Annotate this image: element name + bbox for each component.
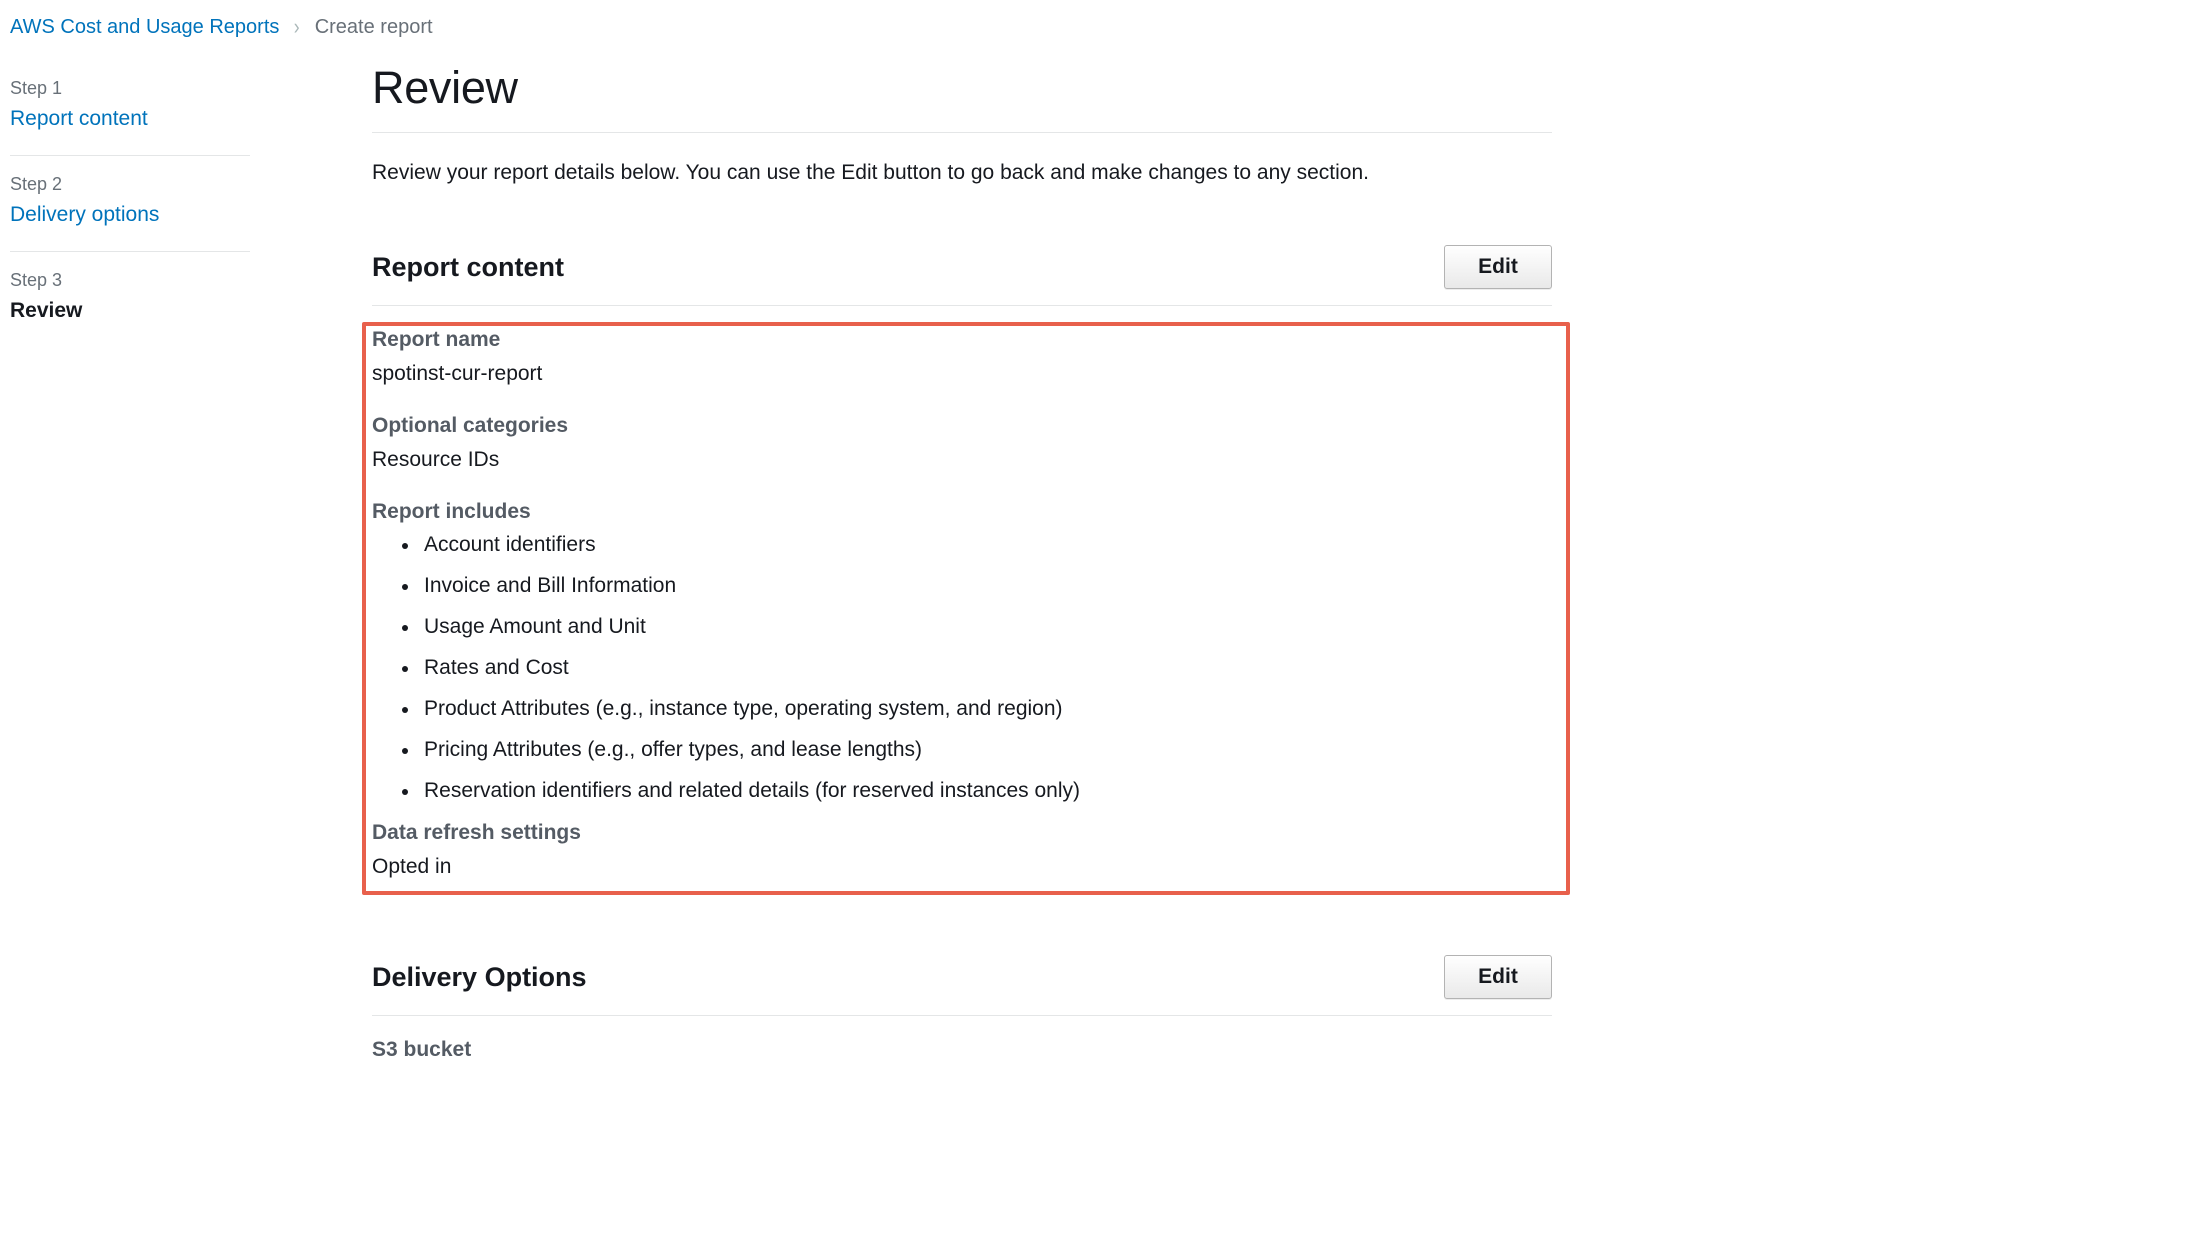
wizard-navigation xyxy=(10,78,250,327)
optional-categories-value: Resource IDs xyxy=(372,448,500,471)
list-item: Pricing Attributes (e.g., offer types, and lease lengths) xyxy=(402,739,1562,780)
report-name-label: Report name xyxy=(372,328,501,351)
list-item: Usage Amount and Unit xyxy=(402,616,1562,657)
report-content-header xyxy=(372,245,1552,289)
wizard-step-report-content[interactable] xyxy=(10,78,250,135)
section-spacer xyxy=(372,907,1562,955)
optional-categories-field xyxy=(372,414,1562,472)
delivery-options-section xyxy=(372,955,1562,1062)
s3-bucket-label: S3 bucket xyxy=(372,1038,472,1061)
data-refresh-value: Opted in xyxy=(372,855,452,878)
wizard-step-delivery-options[interactable] xyxy=(10,174,250,231)
delivery-options-title: Delivery Options xyxy=(372,961,587,992)
report-name-field xyxy=(372,306,1562,386)
wizard-step-2-label[interactable]: Delivery options xyxy=(10,203,160,226)
breadcrumb-current: Create report xyxy=(314,15,433,38)
breadcrumb xyxy=(10,14,433,40)
main-content xyxy=(372,62,1562,1072)
chevron-right-icon: › xyxy=(294,14,300,39)
wizard-divider-1 xyxy=(10,155,250,156)
list-item: Reservation identifiers and related details (for reserved instances only) xyxy=(402,780,1562,821)
wizard-step-review xyxy=(10,270,250,327)
wizard-step-3-label: Review xyxy=(10,299,83,322)
data-refresh-label: Data refresh settings xyxy=(372,821,581,844)
report-content-edit-button[interactable]: Edit xyxy=(1444,245,1552,289)
report-name-value: spotinst-cur-report xyxy=(372,362,543,385)
report-content-section xyxy=(372,245,1562,879)
page-title-rule xyxy=(372,132,1552,133)
delivery-options-header xyxy=(372,955,1552,999)
list-item: Product Attributes (e.g., instance type, operating system, and region) xyxy=(402,698,1562,739)
wizard-step-1-label[interactable]: Report content xyxy=(10,107,148,130)
report-includes-list xyxy=(372,534,1562,821)
data-refresh-field xyxy=(372,821,1562,879)
report-includes-label: Report includes xyxy=(372,500,531,523)
list-item: Rates and Cost xyxy=(402,657,1562,698)
intro-text: Review your report details below. You can use the Edit button to go back and make changes to any section. xyxy=(372,161,1369,184)
s3-bucket-field xyxy=(372,1016,1562,1062)
list-item: Invoice and Bill Information xyxy=(402,575,1562,616)
breadcrumb-root-link[interactable]: AWS Cost and Usage Reports xyxy=(10,15,280,38)
wizard-divider-2 xyxy=(10,251,250,252)
list-item: Account identifiers xyxy=(402,534,1562,575)
report-content-title: Report content xyxy=(372,251,564,282)
delivery-options-edit-button[interactable]: Edit xyxy=(1444,955,1552,999)
optional-categories-label: Optional categories xyxy=(372,414,569,437)
report-includes-field xyxy=(372,500,1562,821)
wizard-step-3-number: Step 3 xyxy=(10,270,63,290)
page-title: Review xyxy=(372,62,518,113)
wizard-step-1-number: Step 1 xyxy=(10,78,63,98)
wizard-step-2-number: Step 2 xyxy=(10,174,63,194)
